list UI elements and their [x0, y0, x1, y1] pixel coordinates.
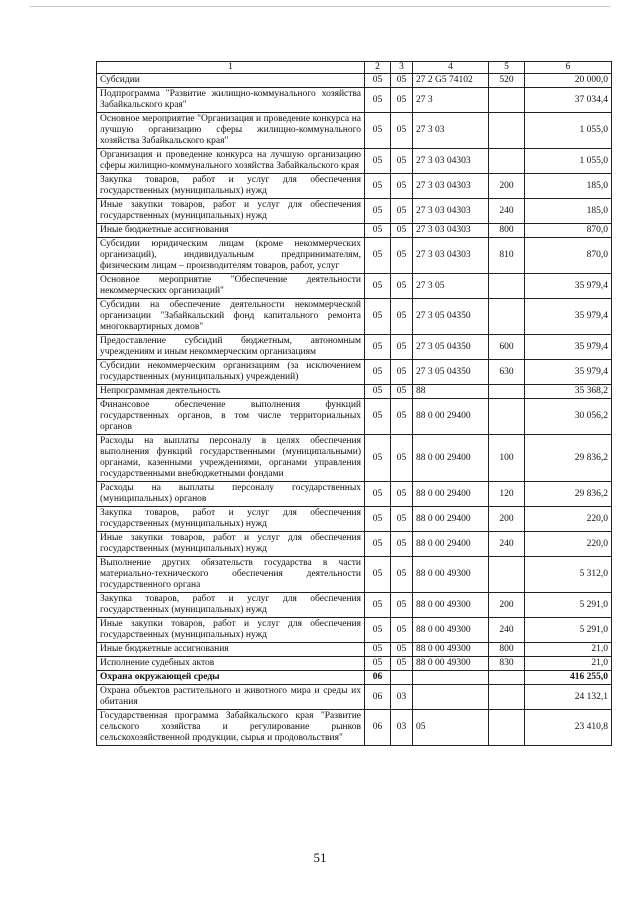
subsection-cell: 05 — [391, 593, 413, 618]
row-name-cell: Исполнение судебных актов — [97, 657, 365, 671]
row-name-cell: Расходы на выплаты персоналу в целях обеспечения выполнения функций государственными (муниципальными) органами, казенными учреждениями, органами управления государственными внебюджетными фондами — [97, 435, 365, 482]
row-name-cell: Основное мероприятие "Обеспечение деятельности некоммерческих организаций" — [97, 274, 365, 299]
expense-type-cell — [489, 399, 525, 435]
amount-cell: 5 291,0 — [525, 618, 612, 643]
subsection-cell: 05 — [391, 74, 413, 88]
table-row — [97, 174, 612, 199]
target-article-cell: 88 0 00 49300 — [413, 643, 489, 657]
section-cell: 05 — [365, 557, 391, 593]
target-article-cell — [413, 685, 489, 710]
subsection-cell: 05 — [391, 435, 413, 482]
subsection-cell: 05 — [391, 299, 413, 335]
expense-type-cell: 120 — [489, 482, 525, 507]
expense-type-cell — [489, 557, 525, 593]
subsection-cell: 05 — [391, 274, 413, 299]
table-row — [97, 385, 612, 399]
row-name-cell: Субсидии — [97, 74, 365, 88]
subsection-cell: 03 — [391, 685, 413, 710]
section-cell: 05 — [365, 199, 391, 224]
amount-cell: 21,0 — [525, 643, 612, 657]
target-article-cell: 05 — [413, 710, 489, 746]
subsection-cell — [391, 671, 413, 685]
section-cell: 05 — [365, 643, 391, 657]
section-cell: 05 — [365, 74, 391, 88]
expense-type-cell: 200 — [489, 507, 525, 532]
amount-cell: 5 312,0 — [525, 557, 612, 593]
expense-type-cell — [489, 685, 525, 710]
row-name-cell: Выполнение других обязательств государства в части материально-технического обеспечения деятельности государственного органа — [97, 557, 365, 593]
target-article-cell: 27 3 03 04303 — [413, 199, 489, 224]
budget-table — [96, 61, 612, 746]
table-row — [97, 482, 612, 507]
target-article-cell: 88 0 00 29400 — [413, 532, 489, 557]
expense-type-cell: 800 — [489, 643, 525, 657]
section-cell: 05 — [365, 238, 391, 274]
section-cell: 05 — [365, 113, 391, 149]
subsection-cell: 05 — [391, 657, 413, 671]
section-cell: 05 — [365, 482, 391, 507]
table-row — [97, 74, 612, 88]
expense-type-cell: 240 — [489, 618, 525, 643]
row-name-cell: Закупка товаров, работ и услуг для обеспечения государственных (муниципальных) нужд — [97, 507, 365, 532]
target-article-cell: 27 3 05 — [413, 274, 489, 299]
section-cell: 05 — [365, 174, 391, 199]
target-article-cell: 27 2 G5 74102 — [413, 74, 489, 88]
table-row — [97, 88, 612, 113]
section-cell: 05 — [365, 274, 391, 299]
subsection-cell: 05 — [391, 113, 413, 149]
target-article-cell: 88 0 00 29400 — [413, 482, 489, 507]
amount-cell: 35 979,4 — [525, 299, 612, 335]
expense-type-cell: 810 — [489, 238, 525, 274]
amount-cell: 21,0 — [525, 657, 612, 671]
table-row — [97, 671, 612, 685]
amount-cell: 416 255,0 — [525, 671, 612, 685]
row-name-cell: Охрана окружающей среды — [97, 671, 365, 685]
section-cell: 05 — [365, 335, 391, 360]
target-article-cell: 88 0 00 49300 — [413, 557, 489, 593]
subsection-cell: 05 — [391, 335, 413, 360]
section-cell: 05 — [365, 224, 391, 238]
row-name-cell: Иные закупки товаров, работ и услуг для обеспечения государственных (муниципальных) нужд — [97, 199, 365, 224]
column-header: 1 — [97, 62, 365, 74]
subsection-cell: 05 — [391, 507, 413, 532]
column-header: 4 — [413, 62, 489, 74]
amount-cell: 35 979,4 — [525, 360, 612, 385]
amount-cell: 185,0 — [525, 199, 612, 224]
amount-cell: 35 979,4 — [525, 274, 612, 299]
section-cell: 05 — [365, 618, 391, 643]
target-article-cell: 27 3 05 04350 — [413, 335, 489, 360]
amount-cell: 1 055,0 — [525, 113, 612, 149]
table-row — [97, 685, 612, 710]
row-name-cell: Субсидии некоммерческим организациям (за исключением государственных (муниципальных) учреждений) — [97, 360, 365, 385]
expense-type-cell — [489, 149, 525, 174]
row-name-cell: Непрограммная деятельность — [97, 385, 365, 399]
table-row — [97, 224, 612, 238]
section-cell: 05 — [365, 360, 391, 385]
column-header: 5 — [489, 62, 525, 74]
amount-cell: 29 836,2 — [525, 482, 612, 507]
target-article-cell: 88 0 00 29400 — [413, 435, 489, 482]
expense-type-cell — [489, 88, 525, 113]
row-name-cell: Иные закупки товаров, работ и услуг для обеспечения государственных (муниципальных) нужд — [97, 532, 365, 557]
section-cell: 06 — [365, 685, 391, 710]
table-row — [97, 618, 612, 643]
row-name-cell: Иные бюджетные ассигнования — [97, 224, 365, 238]
table-row — [97, 113, 612, 149]
target-article-cell: 88 — [413, 385, 489, 399]
section-cell: 05 — [365, 507, 391, 532]
section-cell: 05 — [365, 149, 391, 174]
subsection-cell: 05 — [391, 643, 413, 657]
subsection-cell: 05 — [391, 174, 413, 199]
table-row — [97, 507, 612, 532]
target-article-cell: 27 3 03 — [413, 113, 489, 149]
expense-type-cell — [489, 274, 525, 299]
row-name-cell: Основное мероприятие "Организация и проведение конкурса на лучшую организацию сферы жилищно-коммунального хозяйства Забайкальского края" — [97, 113, 365, 149]
amount-cell: 37 034,4 — [525, 88, 612, 113]
target-article-cell: 88 0 00 29400 — [413, 399, 489, 435]
amount-cell: 220,0 — [525, 532, 612, 557]
section-cell: 06 — [365, 671, 391, 685]
subsection-cell: 05 — [391, 238, 413, 274]
table-row — [97, 399, 612, 435]
table-row — [97, 335, 612, 360]
target-article-cell: 88 0 00 49300 — [413, 593, 489, 618]
subsection-cell: 05 — [391, 385, 413, 399]
expense-type-cell — [489, 671, 525, 685]
table-row — [97, 360, 612, 385]
table-row — [97, 435, 612, 482]
subsection-cell: 05 — [391, 224, 413, 238]
target-article-cell: 27 3 05 04350 — [413, 299, 489, 335]
row-name-cell: Закупка товаров, работ и услуг для обеспечения государственных (муниципальных) нужд — [97, 593, 365, 618]
subsection-cell: 05 — [391, 149, 413, 174]
section-cell: 05 — [365, 385, 391, 399]
amount-cell: 870,0 — [525, 238, 612, 274]
column-header: 6 — [525, 62, 612, 74]
row-name-cell: Предоставление субсидий бюджетным, автономным учреждениям и иным некоммерческим организациям — [97, 335, 365, 360]
expense-type-cell: 630 — [489, 360, 525, 385]
expense-type-cell: 830 — [489, 657, 525, 671]
section-cell: 05 — [365, 399, 391, 435]
section-cell: 05 — [365, 88, 391, 113]
subsection-cell: 05 — [391, 482, 413, 507]
expense-type-cell: 600 — [489, 335, 525, 360]
expense-type-cell: 240 — [489, 199, 525, 224]
expense-type-cell — [489, 299, 525, 335]
row-name-cell: Закупка товаров, работ и услуг для обеспечения государственных (муниципальных) нужд — [97, 174, 365, 199]
expense-type-cell: 200 — [489, 593, 525, 618]
section-cell: 05 — [365, 299, 391, 335]
amount-cell: 30 056,2 — [525, 399, 612, 435]
amount-cell: 35 979,4 — [525, 335, 612, 360]
row-name-cell: Иные закупки товаров, работ и услуг для обеспечения государственных (муниципальных) нужд — [97, 618, 365, 643]
table-row — [97, 557, 612, 593]
table-row — [97, 593, 612, 618]
amount-cell: 5 291,0 — [525, 593, 612, 618]
expense-type-cell — [489, 385, 525, 399]
amount-cell: 20 000,0 — [525, 74, 612, 88]
table-header-row — [97, 62, 612, 74]
row-name-cell: Подпрограмма "Развитие жилищно-коммунального хозяйства Забайкальского края" — [97, 88, 365, 113]
amount-cell: 35 368,2 — [525, 385, 612, 399]
subsection-cell: 05 — [391, 88, 413, 113]
subsection-cell: 05 — [391, 199, 413, 224]
table-row — [97, 532, 612, 557]
target-article-cell: 88 0 00 29400 — [413, 507, 489, 532]
section-cell: 05 — [365, 657, 391, 671]
expense-type-cell: 200 — [489, 174, 525, 199]
subsection-cell: 05 — [391, 532, 413, 557]
table-row — [97, 274, 612, 299]
row-name-cell: Государственная программа Забайкальского края "Развитие сельского хозяйства и регулирование рынков сельскохозяйственной продукции, сырья и продовольствия" — [97, 710, 365, 746]
section-cell: 05 — [365, 435, 391, 482]
subsection-cell: 05 — [391, 360, 413, 385]
section-cell: 05 — [365, 532, 391, 557]
row-name-cell: Субсидии на обеспечение деятельности некоммерческой организации "Забайкальский фонд капитального ремонта многоквартирных домов" — [97, 299, 365, 335]
table-row — [97, 299, 612, 335]
table-row — [97, 710, 612, 746]
row-name-cell: Субсидии юридическим лицам (кроме некоммерческих организаций), индивидуальным предпринимателям, физическим лицам – производителям товаров, работ, услуг — [97, 238, 365, 274]
target-article-cell: 27 3 05 04350 — [413, 360, 489, 385]
table-row — [97, 657, 612, 671]
page-number: 51 — [313, 850, 327, 865]
target-article-cell: 88 0 00 49300 — [413, 657, 489, 671]
target-article-cell: 27 3 03 04303 — [413, 238, 489, 274]
expense-type-cell: 520 — [489, 74, 525, 88]
amount-cell: 1 055,0 — [525, 149, 612, 174]
subsection-cell: 05 — [391, 618, 413, 643]
table-row — [97, 238, 612, 274]
target-article-cell: 88 0 00 49300 — [413, 618, 489, 643]
subsection-cell: 05 — [391, 399, 413, 435]
amount-cell: 220,0 — [525, 507, 612, 532]
row-name-cell: Финансовое обеспечение выполнения функций государственных органов, в том числе территориальных органов — [97, 399, 365, 435]
expense-type-cell: 800 — [489, 224, 525, 238]
target-article-cell: 27 3 03 04303 — [413, 224, 489, 238]
expense-type-cell — [489, 113, 525, 149]
amount-cell: 185,0 — [525, 174, 612, 199]
scan-top-edge — [30, 6, 610, 7]
expense-type-cell — [489, 710, 525, 746]
table-row — [97, 643, 612, 657]
target-article-cell: 27 3 03 04303 — [413, 149, 489, 174]
target-article-cell — [413, 671, 489, 685]
row-name-cell: Организация и проведение конкурса на лучшую организацию сферы жилищно-коммунального хозяйства Забайкальского края — [97, 149, 365, 174]
amount-cell: 24 132,1 — [525, 685, 612, 710]
subsection-cell: 05 — [391, 557, 413, 593]
table-row — [97, 199, 612, 224]
column-header: 3 — [391, 62, 413, 74]
row-name-cell: Охрана объектов растительного и животного мира и среды их обитания — [97, 685, 365, 710]
row-name-cell: Расходы на выплаты персоналу государственных (муниципальных) органов — [97, 482, 365, 507]
section-cell: 05 — [365, 593, 391, 618]
expense-type-cell: 100 — [489, 435, 525, 482]
target-article-cell: 27 3 03 04303 — [413, 174, 489, 199]
target-article-cell: 27 3 — [413, 88, 489, 113]
row-name-cell: Иные бюджетные ассигнования — [97, 643, 365, 657]
section-cell: 06 — [365, 710, 391, 746]
expense-type-cell: 240 — [489, 532, 525, 557]
subsection-cell: 03 — [391, 710, 413, 746]
table-row — [97, 149, 612, 174]
amount-cell: 29 836,2 — [525, 435, 612, 482]
column-header: 2 — [365, 62, 391, 74]
amount-cell: 23 410,8 — [525, 710, 612, 746]
amount-cell: 870,0 — [525, 224, 612, 238]
